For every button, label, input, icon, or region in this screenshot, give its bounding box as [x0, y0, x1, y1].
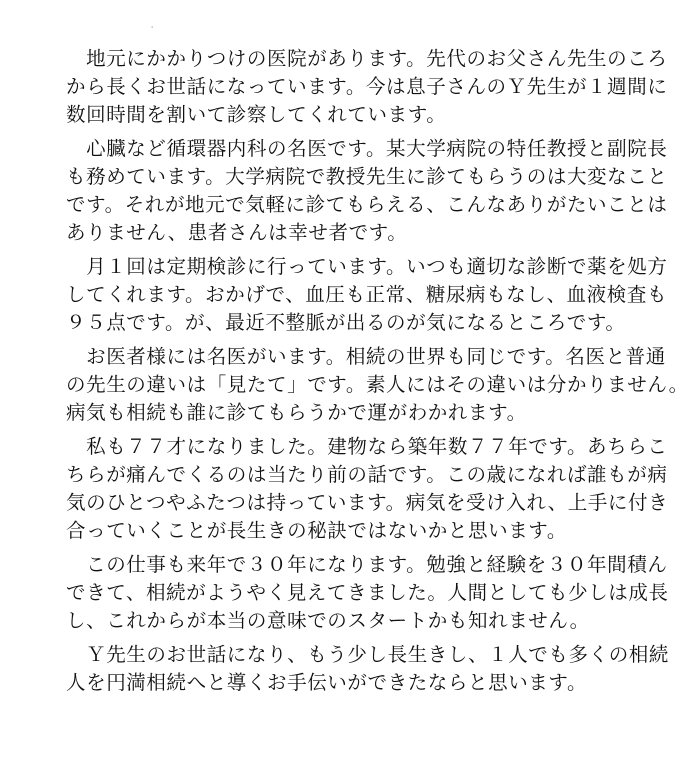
essay-body: [66, 45, 689, 703]
text-line: 気のひとつやふたつは持っています。病気を受け入れ、上手に付き: [66, 491, 669, 514]
paragraph-5: [66, 433, 669, 545]
paragraph-2: [66, 135, 668, 247]
text-line: 心臓など循環器内科の名医です。某大学病院の特任教授と副院長: [66, 137, 668, 160]
paragraph-3: [66, 253, 668, 337]
paragraph-6: [66, 551, 669, 635]
text-line: お医者様には名医がいます。相続の世界も同じです。名医と普通: [66, 345, 666, 368]
text-line: Ｙ先生のお世話になり、もう少し長生きし、１人でも多くの相続: [66, 643, 670, 666]
text-line: してくれます。おかげで、血圧も正常、糖尿病もなし、血液検査も: [66, 283, 668, 306]
text-line: 私も７７才になりました。建物なら築年数７７年です。あちらこ: [66, 435, 668, 458]
text-line: できて、相続がようやく見えてきました。人間としても少しは成長: [66, 581, 669, 604]
text-line: ９５点です。が、最近不整脈が出るのが気になるところです。: [66, 311, 626, 334]
text-line: 病気も相続も誰に診てもらうかで運がわかれます。: [66, 401, 527, 424]
text-line: の先生の違いは「見たて」です。素人にはその違いは分かりません。: [66, 373, 689, 396]
text-line: です。それが地元で気軽に診てもらえる、こんなありがたいことは: [66, 193, 668, 216]
text-line: 地元にかかりつけの医院があります。先代のお父さん先生のころ: [66, 47, 668, 70]
text-line: 合っていくことが長生きの秘訣ではないかと思います。: [66, 519, 567, 542]
text-line: も務めています。大学病院で教授先生に診てもらうのは大変なこと: [66, 165, 668, 188]
text-line: 数回時間を割いて診察してくれています。: [66, 103, 447, 126]
text-line: この仕事も来年で３０年になります。勉強と経験を３０年間積ん: [66, 553, 668, 576]
text-line: し、これからが本当の意味でのスタートかも知れません。: [66, 609, 590, 632]
paragraph-1: [66, 45, 668, 129]
corner-mark: ': [151, 25, 154, 34]
paragraph-4: [66, 343, 689, 427]
text-line: 月１回は定期検診に行っています。いつも適切な診断で薬を処方: [66, 255, 668, 278]
text-line: ちらが痛んでくるのは当たり前の話です。この歳になれば誰もが病: [66, 463, 668, 486]
text-line: から長くお世話になっています。今は息子さんのＹ先生が１週間に: [66, 75, 668, 98]
paragraph-7: [66, 641, 670, 697]
text-line: ありません、患者さんは幸せ者です。: [66, 221, 408, 244]
text-line: 人を円満相続へと導くお手伝いができたならと思います。: [66, 671, 588, 694]
